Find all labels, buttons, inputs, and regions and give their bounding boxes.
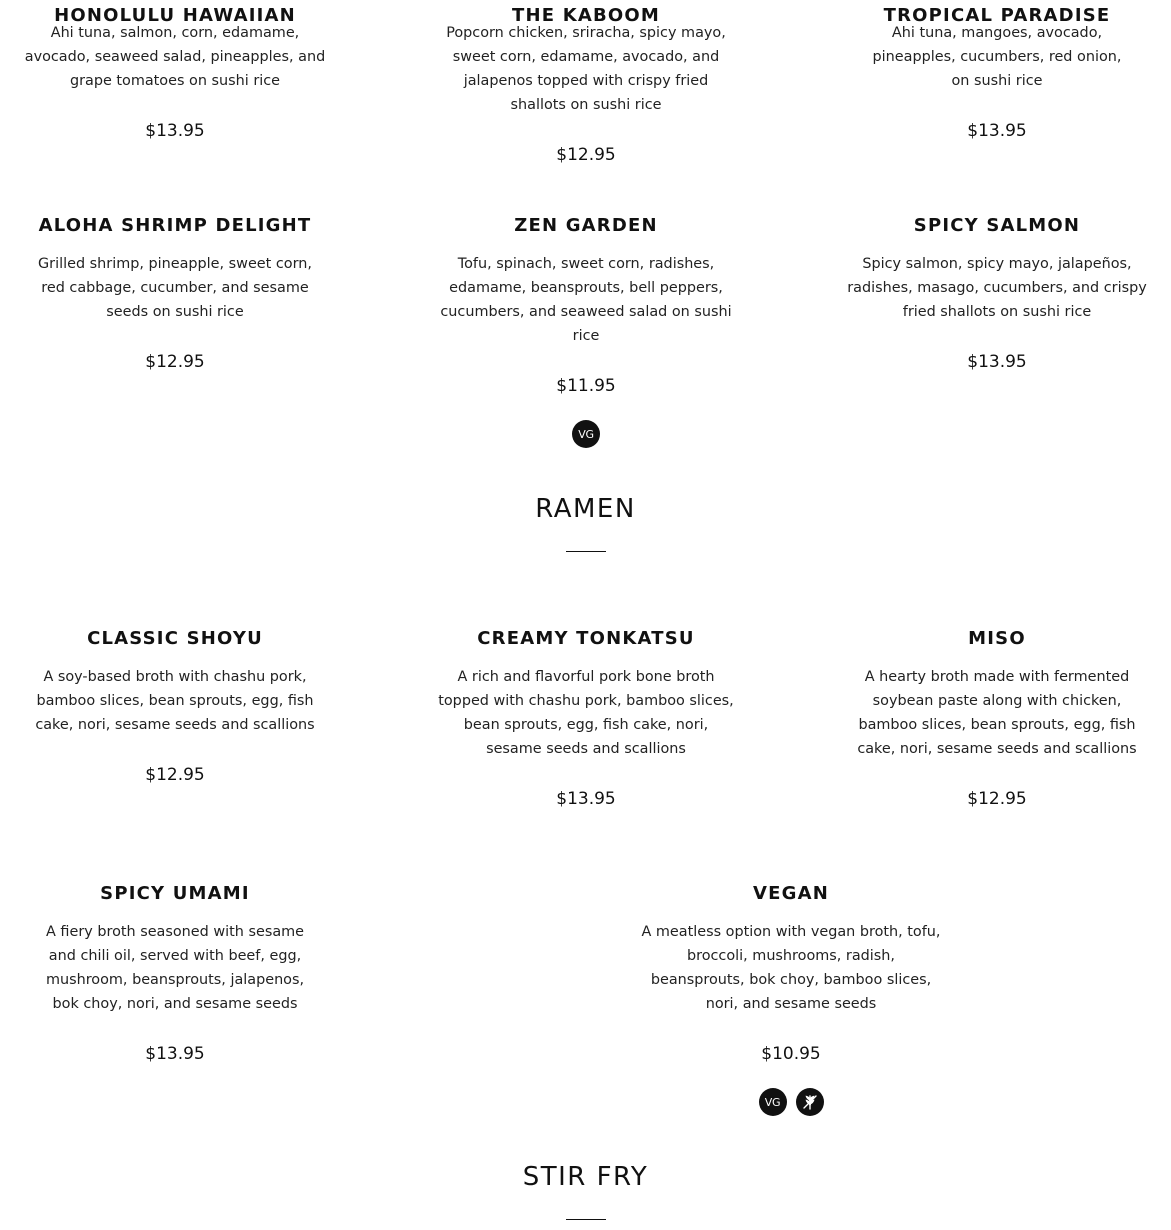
- item-name: SPICY SALMON: [913, 215, 1081, 236]
- item-name: HONOLULU HAWAIIAN: [54, 5, 296, 26]
- menu-item-classic-shoyu: [24, 627, 326, 787]
- item-description: Ahi tuna, salmon, corn, edamame, avocado, seaweed salad, pineapples, and grape tomatoes on sushi rice: [24, 25, 326, 89]
- section-divider: [566, 551, 606, 552]
- item-description: Ahi tuna, mangoes, avocado, pineapples, cucumbers, red onion, on sushi rice: [872, 25, 1122, 89]
- item-name: SPICY UMAMI: [100, 883, 250, 904]
- menu-item-honolulu-hawaiian: [24, 5, 326, 143]
- menu-item-zen-garden: [435, 214, 737, 448]
- menu-item-creamy-tonkatsu: [435, 627, 737, 811]
- item-price: $12.95: [556, 145, 616, 165]
- item-description: Spicy salmon, spicy mayo, jalapeños, radishes, masago, cucumbers, and crispy fried shallots on sushi rice: [847, 256, 1147, 320]
- item-description: A hearty broth made with fermented soybean paste along with chicken, bamboo slices, bean sprouts, egg, fish cake, nori, sesame seeds and scallions: [857, 669, 1137, 757]
- item-price: $13.95: [967, 352, 1027, 372]
- item-price: $12.95: [145, 352, 205, 372]
- item-name: MISO: [968, 628, 1026, 649]
- section-divider: [566, 1219, 606, 1220]
- item-name: CREAMY TONKATSU: [477, 628, 695, 649]
- menu-item-spicy-umami: [24, 882, 326, 1066]
- item-name: ZEN GARDEN: [514, 215, 658, 236]
- gluten-free-icon: [796, 1088, 824, 1116]
- dietary-badges: [435, 420, 737, 448]
- item-name: ALOHA SHRIMP DELIGHT: [38, 215, 312, 236]
- item-description: Tofu, spinach, sweet corn, radishes, edamame, beansprouts, bell peppers, cucumbers, and seaweed salad on sushi rice: [440, 256, 732, 344]
- item-name: CLASSIC SHOYU: [87, 628, 263, 649]
- menu-item-aloha-shrimp-delight: [24, 214, 326, 374]
- section-title-ramen: RAMEN: [535, 494, 636, 524]
- menu-item-the-kaboom: [435, 5, 737, 167]
- menu-item-spicy-salmon: [846, 214, 1148, 374]
- menu-item-tropical-paradise: [846, 5, 1148, 143]
- item-description: A soy-based broth with chashu pork, bamboo slices, bean sprouts, egg, fish cake, nori, sesame seeds and scallions: [35, 669, 315, 733]
- menu-item-miso: [846, 627, 1148, 811]
- item-description: A rich and flavorful pork bone broth topped with chashu pork, bamboo slices, bean sprouts, egg, fish cake, nori, sesame seeds and scallions: [438, 669, 734, 757]
- item-price: $13.95: [967, 121, 1027, 141]
- section-title-stir-fry: STIR FRY: [522, 1162, 649, 1192]
- item-price: $12.95: [967, 789, 1027, 809]
- dietary-badges: [640, 1088, 942, 1116]
- vegan-badge-icon: VG: [572, 420, 600, 448]
- item-price: $11.95: [556, 376, 616, 396]
- item-price: $10.95: [761, 1044, 821, 1064]
- item-description: Grilled shrimp, pineapple, sweet corn, red cabbage, cucumber, and sesame seeds on sushi rice: [38, 256, 312, 320]
- menu-item-vegan: [640, 882, 942, 1116]
- item-name: VEGAN: [753, 883, 829, 904]
- item-description: A fiery broth seasoned with sesame and chili oil, served with beef, egg, mushroom, beansprouts, jalapenos, bok choy, nori, and sesame seeds: [45, 924, 305, 1012]
- item-price: $13.95: [556, 789, 616, 809]
- item-name: THE KABOOM: [511, 5, 661, 26]
- item-price: $12.95: [145, 765, 205, 785]
- item-name: TROPICAL PARADISE: [883, 5, 1111, 26]
- item-description: Popcorn chicken, sriracha, spicy mayo, sweet corn, edamame, avocado, and jalapenos topped with crispy fried shallots on sushi rice: [446, 25, 726, 113]
- item-price: $13.95: [145, 121, 205, 141]
- item-description: A meatless option with vegan broth, tofu, broccoli, mushrooms, radish, beansprouts, bok choy, bamboo slices, nori, and sesame seeds: [641, 924, 941, 1012]
- item-price: $13.95: [145, 1044, 205, 1064]
- vegan-badge-icon: VG: [759, 1088, 787, 1116]
